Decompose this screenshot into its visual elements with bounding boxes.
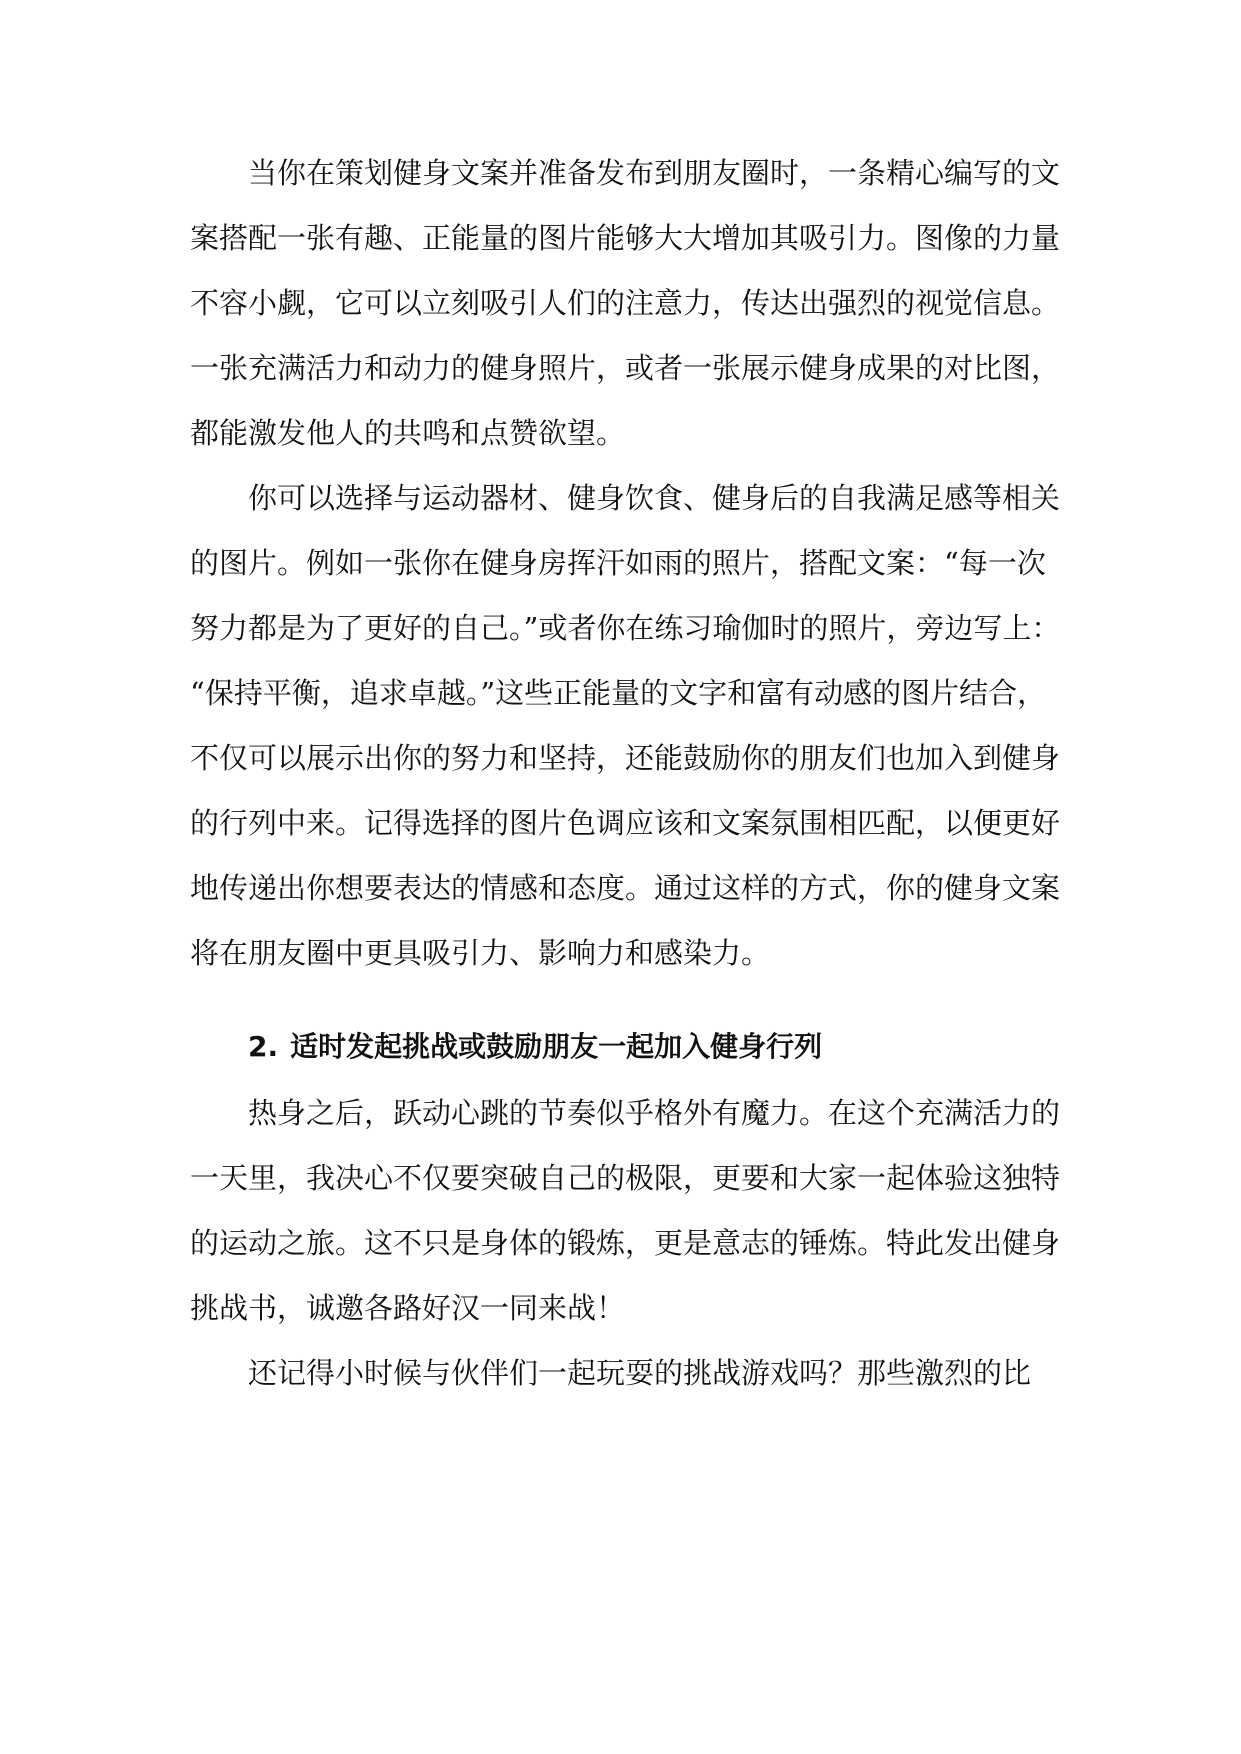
paragraph-3-line-3: 的运动之旅。这不只是身体的锻炼，更是意志的锤炼。特此发出健身: [190, 1226, 1061, 1260]
paragraph-2-line-1: 你可以选择与运动器材、健身饮食、健身后的自我满足感等相关: [248, 481, 1061, 515]
paragraph-1-line-2: 案搭配一张有趣、正能量的图片能够大大增加其吸引力。图像的力量: [190, 221, 1061, 255]
paragraph-1-line-4: 一张充满活力和动力的健身照片，或者一张展示健身成果的对比图，: [190, 351, 1061, 385]
paragraph-2-line-7: 地传递出你想要表达的情感和态度。通过这样的方式，你的健身文案: [190, 871, 1061, 905]
paragraph-1-line-1: 当你在策划健身文案并准备发布到朋友圈时，一条精心编写的文: [248, 156, 1061, 190]
paragraph-2-line-8: 将在朋友圈中更具吸引力、影响力和感染力。: [190, 936, 771, 970]
paragraph-2-line-2: 的图片。例如一张你在健身房挥汗如雨的照片，搭配文案：“每一次: [190, 546, 1046, 580]
paragraph-1-line-5: 都能激发他人的共鸣和点赞欲望。: [190, 416, 626, 450]
paragraph-3-line-1: 热身之后，跃动心跳的节奏似乎格外有魔力。在这个充满活力的: [248, 1096, 1061, 1130]
paragraph-2-line-5: 不仅可以展示出你的努力和坚持，还能鼓励你的朋友们也加入到健身: [190, 741, 1061, 775]
paragraph-1-line-3: 不容小觑，它可以立刻吸引人们的注意力，传达出强烈的视觉信息。: [190, 286, 1061, 320]
paragraph-3-line-2: 一天里，我决心不仅要突破自己的极限，更要和大家一起体验这独特: [190, 1161, 1061, 1195]
section-heading: [248, 1027, 1060, 1067]
paragraph-3-line-4: 挑战书，诚邀各路好汉一同来战！: [190, 1291, 626, 1325]
section-heading-number: 2.: [248, 1030, 279, 1063]
section-heading-text: 适时发起挑战或鼓励朋友一起加入健身行列: [290, 1030, 823, 1063]
paragraph-2-line-3: 努力都是为了更好的自己。”或者你在练习瑜伽时的照片，旁边写上：: [190, 611, 1061, 645]
paragraph-2-line-6: 的行列中来。记得选择的图片色调应该和文案氛围相匹配，以便更好: [190, 806, 1061, 840]
paragraph-2-line-4: “保持平衡，追求卓越。”这些正能量的文字和富有动感的图片结合，: [190, 676, 1047, 710]
paragraph-4-line-1: 还记得小时候与伙伴们一起玩耍的挑战游戏吗？那些激烈的比: [248, 1356, 1032, 1390]
